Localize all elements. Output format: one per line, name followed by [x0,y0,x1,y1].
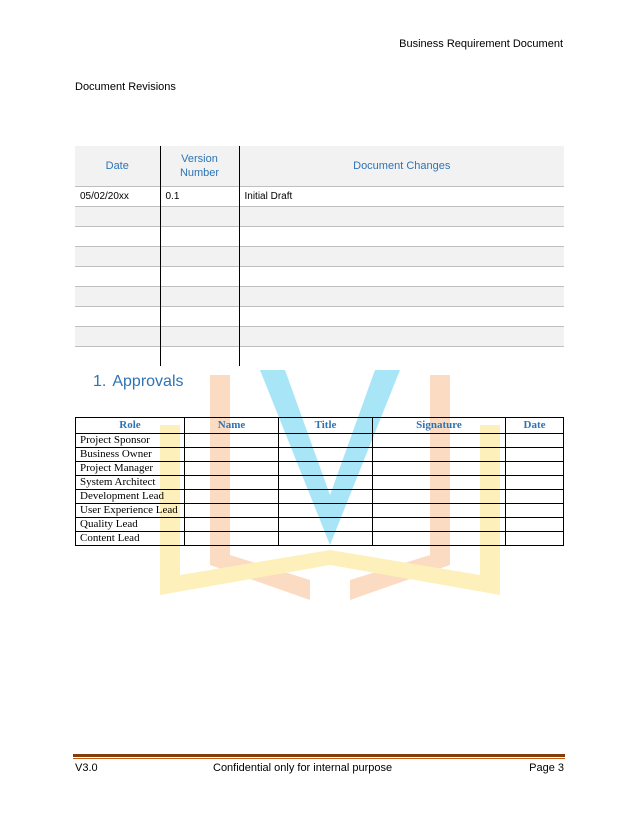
revisions-cell [160,247,239,267]
footer-page-number: Page 3 [529,762,564,774]
revisions-cell [160,227,239,247]
approvals-row [76,490,564,504]
revisions-col-changes: Document Changes [239,146,564,187]
approvals-empty-cell [506,504,564,518]
approvals-role-cell: Business Owner [76,448,185,462]
approvals-empty-cell [185,434,279,448]
approvals-empty-cell [185,490,279,504]
approvals-empty-cell [506,532,564,546]
revisions-cell [75,287,160,307]
approvals-empty-cell [185,448,279,462]
approvals-empty-cell [185,476,279,490]
document-revisions-label: Document Revisions [75,81,176,93]
approvals-empty-cell [373,518,506,532]
revisions-header-row [75,146,564,187]
revisions-cell: 0.1 [160,187,239,207]
revisions-cell [160,307,239,327]
revisions-cell: 05/02/20xx [75,187,160,207]
approvals-empty-cell [373,462,506,476]
approvals-empty-cell [373,434,506,448]
revisions-row [75,227,564,247]
revisions-row [75,327,564,347]
approvals-col-role: Role [76,418,185,434]
revisions-cell [160,327,239,347]
revisions-row [75,287,564,307]
revisions-cell [160,347,239,367]
footer-rule-thick [73,754,565,757]
page-footer [75,762,564,774]
approvals-table [75,417,564,546]
approvals-empty-cell [279,462,373,476]
approvals-empty-cell [506,462,564,476]
approvals-empty-cell [373,448,506,462]
revisions-cell [75,347,160,367]
approvals-empty-cell [506,434,564,448]
revisions-cell [239,207,564,227]
approvals-col-title: Title [279,418,373,434]
footer-rule-thin [73,758,565,759]
document-header-title: Business Requirement Document [399,38,563,50]
approvals-empty-cell [279,448,373,462]
approvals-heading-number: 1. [93,373,107,390]
approvals-empty-cell [185,504,279,518]
approvals-role-cell: Quality Lead [76,518,185,532]
revisions-cell [239,347,564,367]
revisions-cell [75,207,160,227]
approvals-empty-cell [373,532,506,546]
approvals-col-date: Date [506,418,564,434]
approvals-role-cell: User Experience Lead [76,504,185,518]
approvals-role-cell: System Architect [76,476,185,490]
approvals-empty-cell [279,476,373,490]
revisions-row [75,307,564,327]
approvals-heading [93,373,184,391]
revisions-cell [160,267,239,287]
revisions-row [75,267,564,287]
approvals-empty-cell [506,518,564,532]
revisions-cell [239,267,564,287]
approvals-row [76,462,564,476]
revisions-row [75,187,564,207]
revisions-cell [160,207,239,227]
revisions-cell: Initial Draft [239,187,564,207]
revisions-row [75,207,564,227]
revisions-col-version: Version Number [160,146,239,187]
approvals-header-row [76,418,564,434]
approvals-row [76,476,564,490]
revisions-row [75,247,564,267]
revisions-cell [75,247,160,267]
approvals-row [76,518,564,532]
approvals-heading-text: Approvals [112,373,184,390]
approvals-empty-cell [279,504,373,518]
approvals-role-cell: Project Manager [76,462,185,476]
approvals-col-signature: Signature [373,418,506,434]
revisions-table [75,146,564,366]
revisions-col-date: Date [75,146,160,187]
footer-version: V3.0 [75,762,98,774]
approvals-role-cell: Development Lead [76,490,185,504]
approvals-row [76,532,564,546]
approvals-empty-cell [279,518,373,532]
revisions-cell [239,307,564,327]
revisions-cell [239,287,564,307]
revisions-cell [75,327,160,347]
approvals-empty-cell [279,434,373,448]
approvals-empty-cell [279,532,373,546]
approvals-row [76,448,564,462]
approvals-role-cell: Project Sponsor [76,434,185,448]
revisions-cell [75,307,160,327]
revisions-cell [160,287,239,307]
approvals-empty-cell [185,532,279,546]
approvals-empty-cell [373,490,506,504]
approvals-col-name: Name [185,418,279,434]
approvals-empty-cell [506,476,564,490]
approvals-role-cell: Content Lead [76,532,185,546]
revisions-row [75,347,564,367]
revisions-cell [239,227,564,247]
approvals-row [76,504,564,518]
footer-confidential: Confidential only for internal purpose [213,762,393,774]
approvals-empty-cell [185,518,279,532]
approvals-empty-cell [279,490,373,504]
approvals-empty-cell [185,462,279,476]
revisions-cell [75,267,160,287]
revisions-cell [239,327,564,347]
revisions-cell [239,247,564,267]
approvals-empty-cell [506,448,564,462]
approvals-empty-cell [506,490,564,504]
approvals-empty-cell [373,476,506,490]
revisions-cell [75,227,160,247]
approvals-empty-cell [373,504,506,518]
approvals-row [76,434,564,448]
